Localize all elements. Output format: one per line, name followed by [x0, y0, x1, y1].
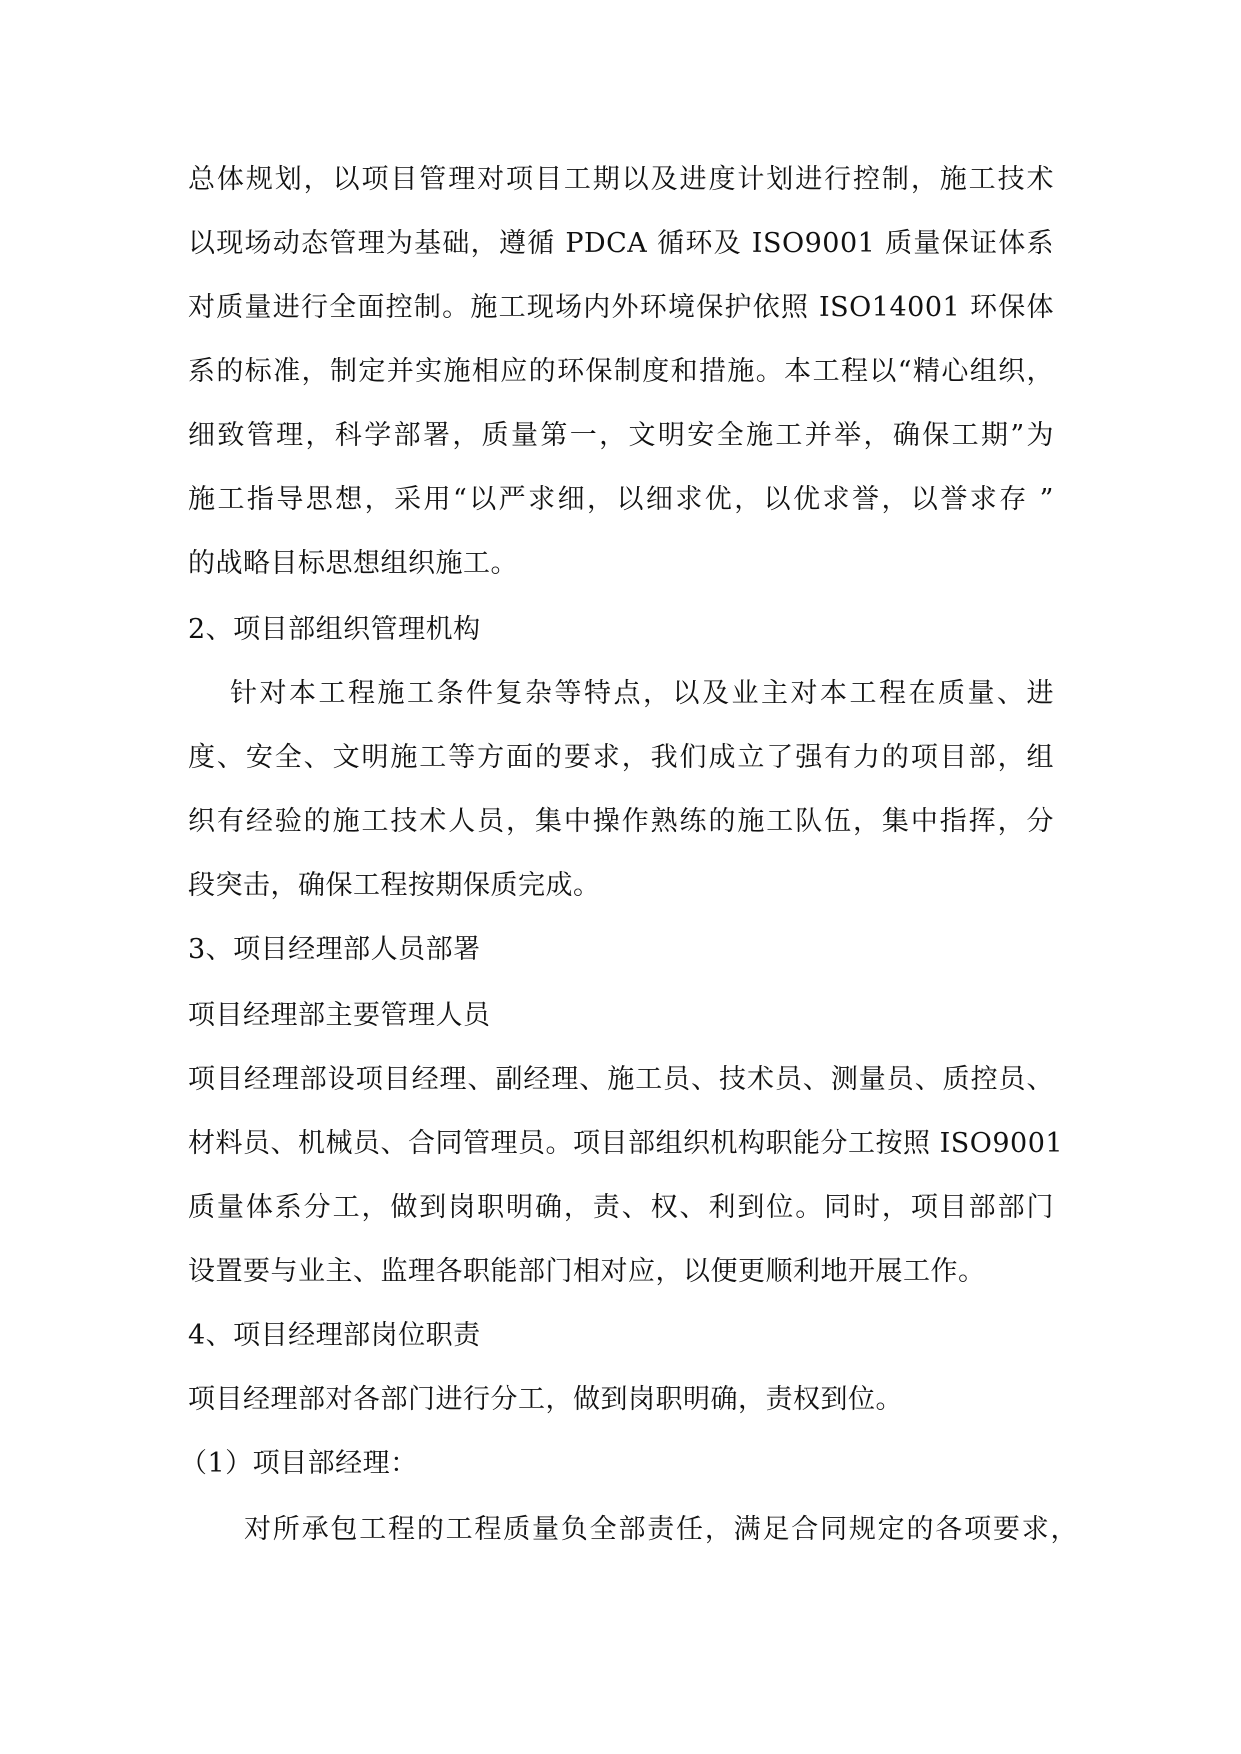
subheading: 项目经理部主要管理人员: [188, 1000, 491, 1031]
paragraph-line: 以现场动态管理为基础，遵循 PDCA 循环及 ISO9001 质量保证体系: [188, 228, 1054, 259]
paragraph-line: 对质量进行全面控制。施工现场内外环境保护依照 ISO14001 环保体: [188, 292, 1054, 323]
paragraph-line: 度、安全、文明施工等方面的要求，我们成立了强有力的项目部，组: [188, 742, 1054, 773]
paragraph-line: 细致管理，科学部署，质量第一，文明安全施工并举，确保工期”为: [188, 420, 1054, 451]
paragraph-line: 总体规划，以项目管理对项目工期以及进度计划进行控制，施工技术: [188, 164, 1054, 195]
paragraph-line: 系的标准，制定并实施相应的环保制度和措施。本工程以“精心组织，: [188, 356, 1054, 387]
paragraph-line: 设置要与业主、监理各职能部门相对应，以便更顺利地开展工作。: [188, 1256, 986, 1287]
section-heading: 3、项目经理部人员部署: [188, 934, 481, 965]
paragraph-line: 材料员、机械员、合同管理员。项目部组织机构职能分工按照 ISO9001: [188, 1128, 1064, 1159]
paragraph-line: 的战略目标思想组织施工。: [188, 548, 518, 579]
paragraph-line: 质量体系分工，做到岗职明确，责、权、利到位。同时，项目部部门: [188, 1192, 1054, 1223]
paragraph-line: 段突击，确保工程按期保质完成。: [188, 870, 601, 901]
paragraph-line: 施工指导思想，采用“以严求细，以细求优，以优求誉，以誉求存 ”: [188, 484, 1054, 515]
paragraph-line: 项目经理部设项目经理、副经理、施工员、技术员、测量员、质控员、: [188, 1064, 1054, 1095]
section-heading: 2、项目部组织管理机构: [188, 614, 481, 645]
paragraph-line: 针对本工程施工条件复杂等特点，以及业主对本工程在质量、进: [230, 678, 1054, 709]
item-heading: （1）项目部经理：: [180, 1448, 418, 1479]
paragraph-line: 项目经理部对各部门进行分工，做到岗职明确，责权到位。: [188, 1384, 903, 1415]
paragraph-line: 织有经验的施工技术人员，集中操作熟练的施工队伍，集中指挥，分: [188, 806, 1054, 837]
section-heading: 4、项目经理部岗位职责: [188, 1320, 481, 1351]
paragraph-line: 对所承包工程的工程质量负全部责任，满足合同规定的各项要求，: [244, 1514, 1078, 1545]
